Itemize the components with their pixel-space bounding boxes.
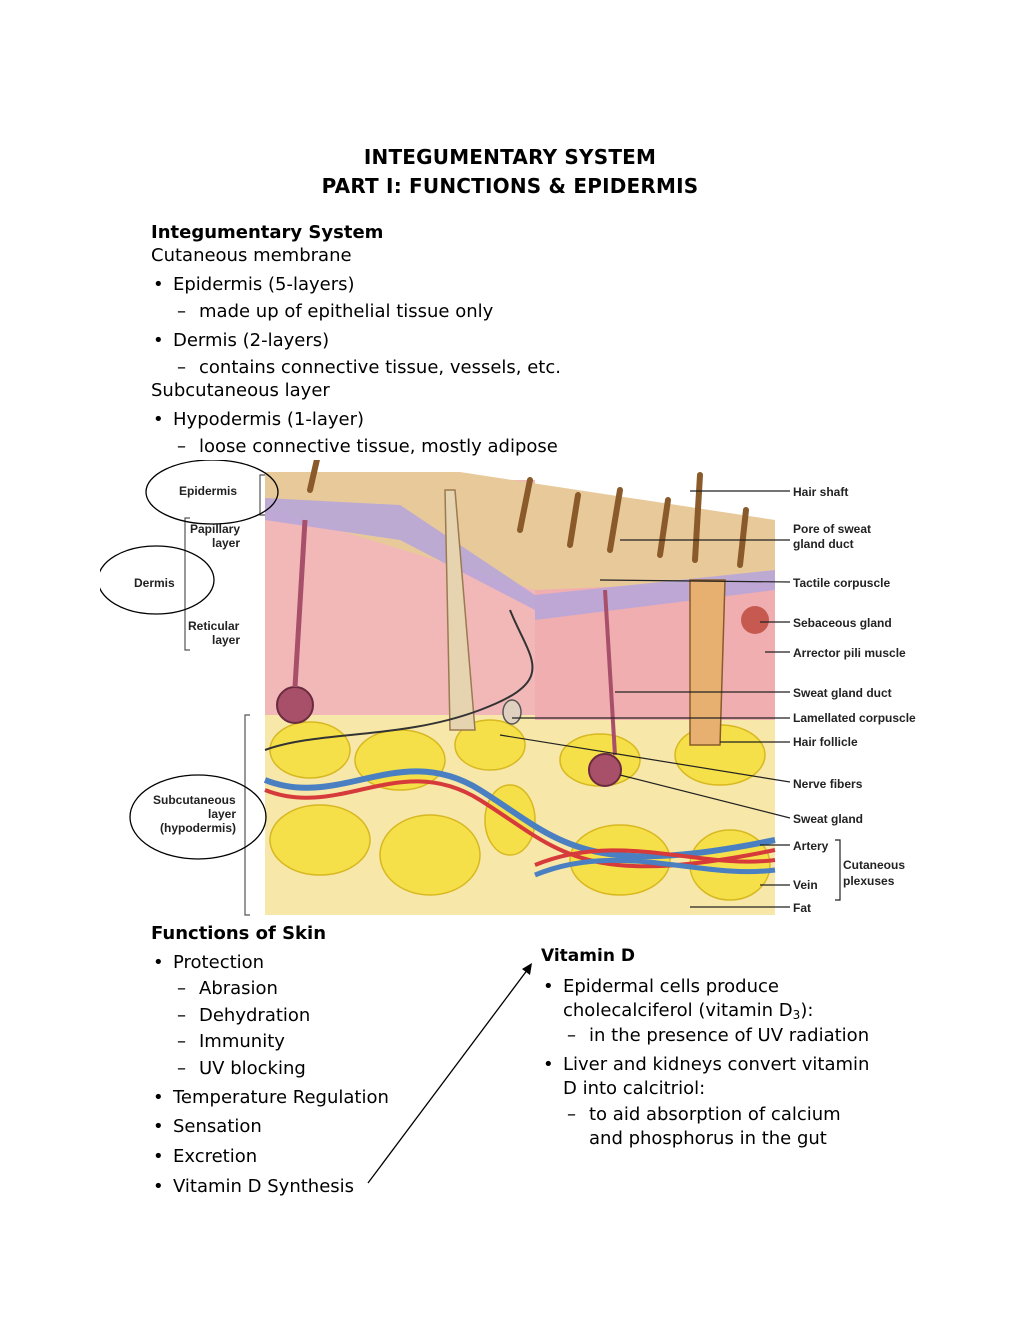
temperature-bullet: • Temperature Regulation (173, 1087, 389, 1108)
dehydration-item: – Dehydration (199, 1005, 310, 1026)
vitd-bullet-1-line-2: cholecalciferol (vitamin $D_3$): (563, 1000, 814, 1022)
label-subcutaneous-1: Subcutaneous (153, 793, 236, 807)
label-lamellated-corpuscle: Lamellated corpuscle (793, 711, 916, 725)
label-artery: Artery (793, 839, 829, 853)
epidermis-note: – made up of epithelial tissue only (199, 301, 493, 322)
vitd-bullet-2-line-1: • Liver and kidneys convert vitamin (563, 1054, 869, 1075)
label-vein: Vein (793, 878, 818, 892)
functions-heading: Functions of Skin (151, 923, 327, 944)
vitd-bullet-1-note: – in the presence of UV radiation (589, 1025, 869, 1046)
sweat-gland-left (277, 687, 313, 723)
label-papillary-2: layer (212, 536, 241, 550)
dermis-bullet: • Dermis (2-layers) (173, 330, 329, 351)
label-cutaneous-2: plexuses (843, 874, 895, 888)
page-subtitle: PART I: FUNCTIONS & EPIDERMIS (321, 174, 699, 198)
label-reticular-2: layer (212, 633, 241, 647)
label-hair-follicle: Hair follicle (793, 735, 858, 749)
label-epidermis: Epidermis (179, 484, 238, 498)
lamellated-corpuscle (503, 700, 521, 724)
label-sebaceous-gland: Sebaceous gland (793, 616, 892, 630)
protection-bullet: • Protection (173, 952, 264, 973)
page-title: INTEGUMENTARY SYSTEM (363, 145, 657, 169)
label-pore-1: Pore of sweat (793, 522, 872, 536)
label-reticular-1: Reticular (188, 619, 240, 633)
label-pore-2: gland duct (793, 537, 854, 551)
epidermis-bullet: • Epidermis (5-layers) (173, 274, 355, 295)
label-sweat-gland-duct: Sweat gland duct (793, 686, 892, 700)
label-dermis: Dermis (134, 576, 175, 590)
uv-blocking-item: – UV blocking (199, 1058, 306, 1079)
vitamin-d-synthesis-bullet: • Vitamin D Synthesis (173, 1176, 354, 1197)
label-sweat-gland: Sweat gland (793, 812, 864, 826)
label-nerve-fibers: Nerve fibers (793, 777, 863, 791)
label-cutaneous-1: Cutaneous (843, 858, 906, 872)
immunity-item: – Immunity (199, 1031, 285, 1052)
vitd-bullet-2-note-2: and phosphorus in the gut (589, 1128, 827, 1149)
vitamin-d-arrow (360, 955, 540, 1190)
hair-follicle-right (690, 580, 725, 745)
sebaceous-gland (741, 606, 769, 634)
vitd-bullet-1-line-1: • Epidermal cells produce (563, 976, 779, 997)
vitamin-d-heading: Vitamin D (541, 946, 635, 966)
label-subcutaneous-3: (hypodermis) (160, 821, 237, 835)
label-hair-shaft: Hair shaft (793, 485, 849, 499)
hypodermis-note: – loose connective tissue, mostly adipose (199, 436, 558, 457)
vitd-bullet-2-note-1: – to aid absorption of calcium (589, 1104, 841, 1125)
label-papillary-1: Papillary (190, 522, 241, 536)
subcutaneous-text: Subcutaneous layer (151, 380, 330, 401)
hypodermis-bullet: • Hypodermis (1-layer) (173, 409, 364, 430)
label-subcutaneous-2: layer (208, 807, 237, 821)
abrasion-item: – Abrasion (199, 978, 278, 999)
vitd-bullet-2-line-2: D into calcitriol: (563, 1078, 706, 1099)
overview-heading: Integumentary System (151, 222, 384, 243)
sweat-gland-right (589, 754, 621, 786)
label-tactile-corpuscle: Tactile corpuscle (793, 576, 891, 590)
excretion-bullet: • Excretion (173, 1146, 257, 1167)
label-fat: Fat (793, 901, 811, 915)
cutaneous-membrane-text: Cutaneous membrane (151, 245, 352, 266)
sensation-bullet: • Sensation (173, 1116, 262, 1137)
label-arrector-pili: Arrector pili muscle (793, 646, 906, 660)
dermis-note: – contains connective tissue, vessels, etc. (199, 357, 561, 378)
